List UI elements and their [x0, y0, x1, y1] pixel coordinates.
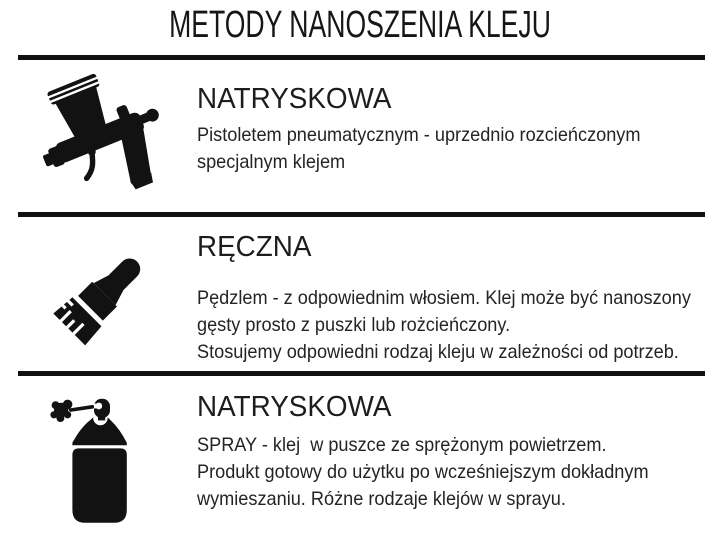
divider-line-middle [18, 212, 705, 217]
method-description-line: SPRAY - klej w puszce ze sprężonym powietrzem. [197, 434, 607, 456]
divider-line-bottom [18, 371, 705, 376]
page-title: METODY NANOSZENIA KLEJU [169, 4, 551, 46]
method-description-line: Stosujemy odpowiedni rodzaj kleju w zależności od potrzeb. [197, 341, 679, 363]
method-description-spray-gun [197, 122, 640, 176]
method-heading-spray-gun: NATRYSKOWA [197, 83, 392, 115]
method-description-line: Pistoletem pneumatycznym - uprzednio rozcieńczonym [197, 124, 641, 146]
paint-brush-icon [50, 246, 150, 350]
method-description-line: Produkt gotowy do użytku po wcześniejszym dokładnym [197, 461, 649, 483]
method-description-line: specjalnym klejem [197, 151, 346, 173]
method-description-brush [197, 285, 691, 366]
method-description-spray-can [197, 432, 649, 513]
spray-gun-icon [38, 71, 166, 199]
method-description-line: gęsty prosto z puszki lub rożcieńczony. [197, 314, 511, 336]
method-description-line: wymieszaniu. Różne rodzaje klejów w sprayu. [197, 488, 566, 510]
divider-line-top [18, 55, 705, 60]
method-heading-spray-can: NATRYSKOWA [197, 391, 392, 423]
method-description-line: Pędzlem - z odpowiednim włosiem. Klej może być nanoszony [197, 287, 691, 309]
spray-can-icon [50, 396, 130, 528]
method-heading-brush: RĘCZNA [197, 231, 312, 263]
